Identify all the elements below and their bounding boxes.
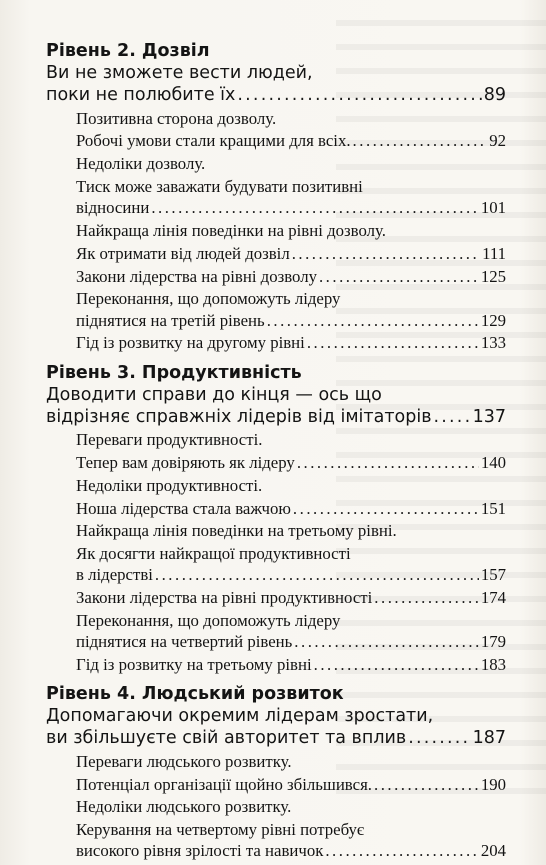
toc-entry-line <box>76 332 506 353</box>
toc-entry-line <box>76 130 506 151</box>
page-number: 151 <box>480 498 506 518</box>
page-number: 125 <box>480 266 506 286</box>
toc-subentry <box>46 452 506 473</box>
entry-text: Закони лідерства на рівні продуктивності <box>76 588 373 608</box>
entry-text: поки не полюбите їх <box>46 85 236 105</box>
dot-leader <box>151 197 479 218</box>
entry-text: ви збільшуєте свій авторитет та вплив <box>46 728 407 749</box>
entry-text: Найкраща лінія поведінки на рівні дозволу. <box>76 220 386 240</box>
level-section <box>46 362 506 676</box>
entry-text: Переваги продуктивності. <box>76 430 263 450</box>
chapter-title-line: Допомагаючи окремим лідерам зростати, <box>46 706 434 727</box>
page-number: 101 <box>480 198 506 218</box>
dot-leader <box>294 631 479 652</box>
chapter-title-line: Ви не зможете вести людей, <box>46 63 313 83</box>
toc-entry-line <box>76 197 506 218</box>
page-number: 174 <box>480 588 506 608</box>
level-section <box>46 40 506 354</box>
level-title: Рівень 2. Дозвіл <box>46 41 210 61</box>
toc-subentry <box>46 288 506 330</box>
entry-text: Потенціал організації щойно збільшився. <box>76 774 372 794</box>
dot-leader <box>374 774 479 795</box>
page-number: 137 <box>472 406 506 427</box>
entry-text: Ноша лідерства стала важчою <box>76 498 291 518</box>
chapter-heading <box>46 384 506 428</box>
page-number: 129 <box>480 310 506 330</box>
toc-subentry <box>46 498 506 519</box>
dot-leader <box>325 840 478 861</box>
toc-entry-line <box>46 406 506 428</box>
toc-subentry <box>46 654 506 675</box>
entry-text: відносини <box>76 198 150 218</box>
toc-subentry <box>46 520 506 541</box>
toc-entry-line <box>76 266 506 287</box>
toc-subentry <box>46 220 506 241</box>
page-number: 92 <box>489 131 506 151</box>
page-number: 133 <box>480 333 506 353</box>
entry-text: Недоліки людського розвитку. <box>76 797 292 817</box>
toc-subentry <box>46 819 506 861</box>
toc-subentry <box>46 796 506 817</box>
entry-text: Гід із розвитку на другому рівні <box>76 333 305 353</box>
entry-text: Закони лідерства на рівні дозволу <box>76 266 317 286</box>
chapter-heading <box>46 705 506 749</box>
entry-text-line: Керування на четвертому рівні потребує <box>76 820 365 840</box>
dot-leader <box>155 564 479 585</box>
page-number: 111 <box>482 243 506 263</box>
level-title: Рівень 3. Продуктивність <box>46 362 302 383</box>
dot-leader <box>319 266 479 287</box>
dot-leader <box>314 654 479 675</box>
toc-subentry <box>46 429 506 450</box>
entry-text: високого рівня зрілості та навичок <box>76 841 324 861</box>
entry-text: Недоліки дозволу. <box>76 154 206 174</box>
dot-leader <box>237 84 481 106</box>
toc-entry-line <box>76 310 506 331</box>
page-number: 89 <box>483 85 506 105</box>
page-number: 179 <box>480 632 506 652</box>
toc-entry-line <box>76 840 506 861</box>
dot-leader <box>307 332 479 353</box>
dot-leader <box>408 727 470 749</box>
page-number: 190 <box>480 774 506 794</box>
entry-text: піднятися на третій рівень <box>76 310 265 330</box>
toc-subentry <box>46 176 506 218</box>
dot-leader <box>292 243 480 264</box>
toc-subentry <box>46 610 506 652</box>
toc-entry-line <box>76 587 506 608</box>
toc-entry-line <box>76 243 506 264</box>
page-number: 204 <box>480 841 506 861</box>
entry-text: Тепер вам довіряють як лідеру <box>76 452 295 472</box>
entry-text: Як отримати від людей дозвіл <box>76 243 290 263</box>
entry-text: Найкраща лінія поведінки на третьому рівні. <box>76 521 397 541</box>
dot-leader <box>293 498 479 519</box>
toc-entry-line <box>76 452 506 473</box>
chapter-heading <box>46 62 506 106</box>
dot-leader <box>434 406 471 428</box>
entry-text: Переваги людського розвитку. <box>76 751 292 771</box>
entry-text: в лідерстві <box>76 565 153 585</box>
toc-subentry <box>46 543 506 585</box>
level-section <box>46 683 506 861</box>
toc-subentry <box>46 266 506 287</box>
dot-leader <box>374 587 479 608</box>
page-number: 183 <box>480 654 506 674</box>
toc-entry-line <box>76 631 506 652</box>
toc-subentry <box>46 774 506 795</box>
toc-subentry <box>46 475 506 496</box>
entry-text: піднятися на четвертий рівень <box>76 632 293 652</box>
toc-entry-line <box>76 564 506 585</box>
dot-leader <box>353 130 488 151</box>
toc-subentry <box>46 130 506 151</box>
entry-text: Робочі умови стали кращими для всіх. <box>76 131 351 151</box>
entry-text: Позитивна сторона дозволу. <box>76 108 277 128</box>
toc-subentry <box>46 153 506 174</box>
toc-subentry <box>46 332 506 353</box>
entry-text-line: Переконання, що допоможуть лідеру <box>76 289 341 309</box>
chapter-title-line: Доводити справи до кінця — ось що <box>46 384 382 405</box>
entry-text-line: Тиск може заважати будувати позитивні <box>76 176 363 196</box>
entry-text: Гід із розвитку на третьому рівні <box>76 654 312 674</box>
toc-subentry <box>46 243 506 264</box>
entry-text: відрізняє справжніх лідерів від імітаторів <box>46 406 432 427</box>
toc-entry-line <box>46 84 506 106</box>
dot-leader <box>297 452 479 473</box>
toc-entry-line <box>76 774 506 795</box>
toc-entry-line <box>76 654 506 675</box>
level-title: Рівень 4. Людський розвиток <box>46 684 344 705</box>
toc-subentry <box>46 587 506 608</box>
dot-leader <box>267 310 479 331</box>
toc-subentry <box>46 108 506 129</box>
entry-text-line: Переконання, що допоможуть лідеру <box>76 610 341 630</box>
toc-entry-line <box>76 498 506 519</box>
page-number: 140 <box>480 452 506 472</box>
table-of-contents <box>46 40 506 862</box>
page-number: 157 <box>480 565 506 585</box>
page-number: 187 <box>472 728 506 749</box>
entry-text: Недоліки продуктивності. <box>76 475 263 495</box>
entry-text-line: Як досягти найкращої продуктивності <box>76 544 351 564</box>
toc-entry-line <box>46 727 506 749</box>
toc-subentry <box>46 751 506 772</box>
